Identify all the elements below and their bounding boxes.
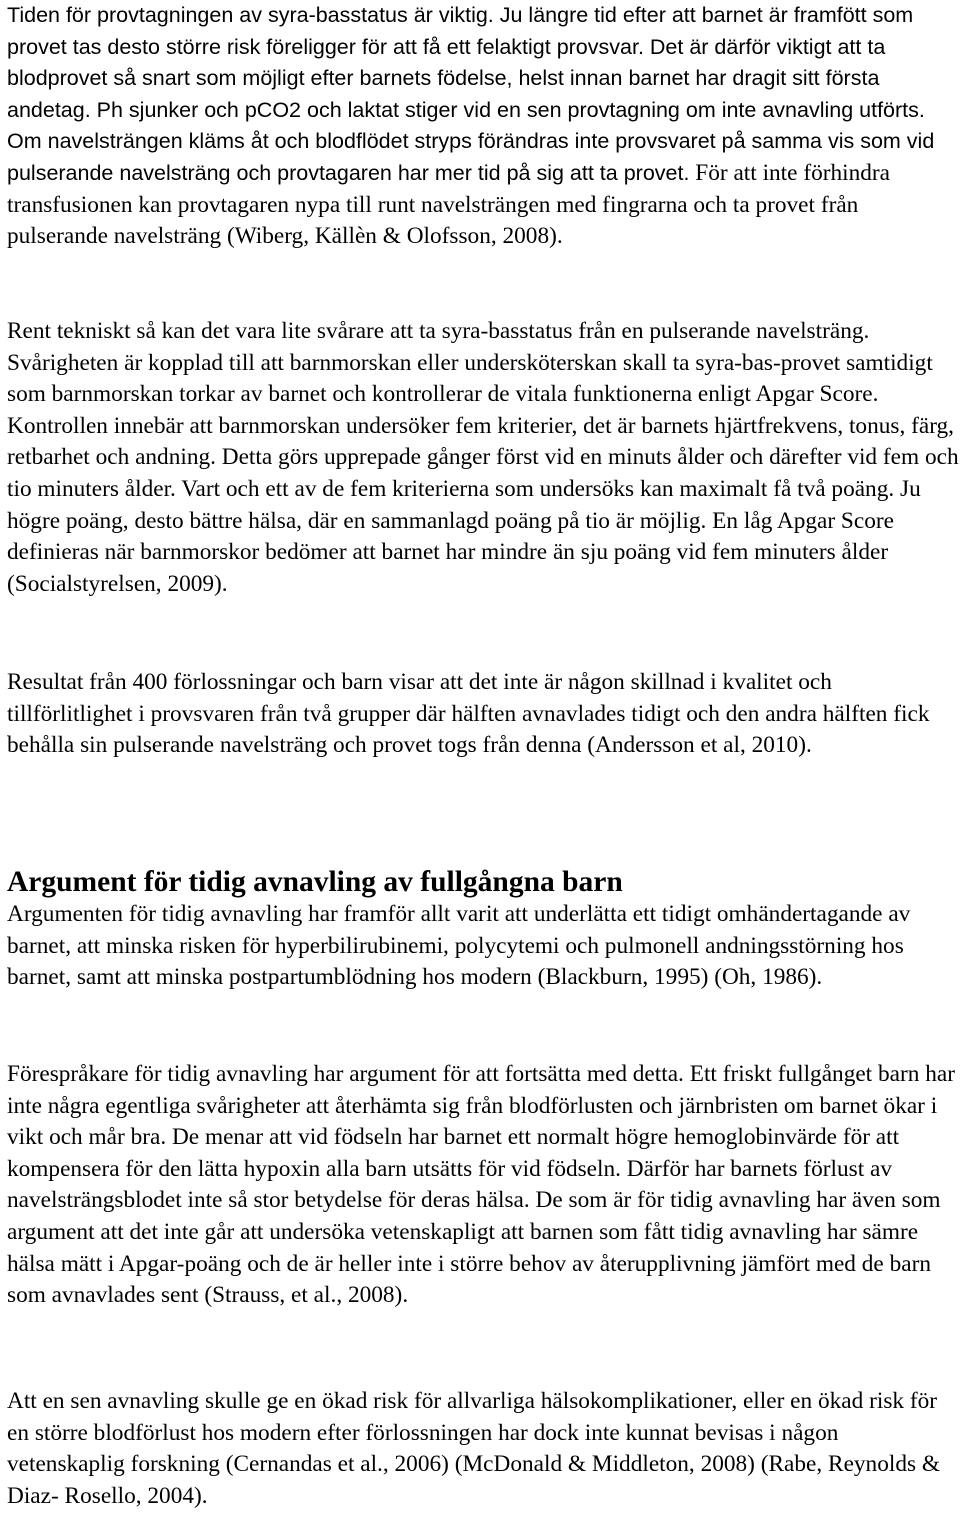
paragraph-arguments-early-clamping: Argumenten för tidig avnavling har framför allt varit att underlätta ett tidigt omhändertagande av barnet, att minska risken för hyperbilirubinemi, polycytemi och pulmonell andningsstörning hos barnet, samt att minska postpartumblödning hos modern (Blackburn, 1995) (Oh, 1986). — [7, 901, 911, 991]
paragraph-sampling-timing-serif-text: För att inte förhindra transfusionen kan provtagaren nypa till runt navelsträngen med fingrarna och ta provet från pulserande navelsträng (Wiberg, Källèn & Olofsson, 2008). — [7, 159, 891, 250]
paragraph-sampling-timing — [7, 0, 960, 253]
paragraph-late-clamping-risks: Att en sen avnavling skulle ge en ökad risk för allvarliga hälsokomplikationer, eller en ökad risk för en större blodförlust hos modern efter förlossningen har dock inte kunnat bevisas i någon vetenskaplig forskning (Cernandas et al., 2006) (McDonald & Middleton, 2008) (Rabe, Reynolds & Diaz- Rosello, 2004). — [7, 1388, 940, 1509]
section-heading: Argument för tidig avnavling av fullgångna barn — [7, 866, 623, 898]
paragraph-sampling-timing-sans-text: Tiden för provtagningen av syra-basstatus är viktig. Ju längre tid efter att barnet är framfött som provet tas desto större risk föreligger för att få ett felaktigt provsvar. Det är därför viktigt att ta blodprovet så snart som möjligt efter barnets födelse, helst innan barnet har dragit sitt första andetag. Ph sjunker och pCO2 och laktat stiger vid en sen provtagning om inte avnavling utförts. Om navelsträngen kläms åt och blodflödet stryps förändras inte provsvaret på samma vis som vid pulserande navelsträng och provtagaren har mer tid på sig att ta provet. — [7, 3, 935, 185]
paragraph-proponents: Förespråkare för tidig avnavling har argument för att fortsätta med detta. Ett friskt fullgånget barn har inte några egentliga svårigheter att återhämta sig från blodförlusten och järnbristen om barnet ökar i vikt och mår bra. De menar att vid födseln har barnet ett normalt högre hemoglobinvärde för att kompensera för den lätta hypoxin alla barn utsätts för vid födseln. Därför har barnets förlust av navelsträngsblodet inte så stor betydelse för deras hälsa. De som är för tidig avnavling har även som argument att det inte går att undersöka vetenskapligt att barnen som fått tidig avnavling har sämre hälsa mätt i Apgar-poäng och de är heller inte i större behov av återupplivning jämfört med de barn som avnavlades sent (Strauss, et al., 2008). — [7, 1061, 955, 1309]
paragraph-results-400-births: Resultat från 400 förlossningar och barn visar att det inte är någon skillnad i kvalitet och tillförlitlighet i provsvaren från två grupper där hälften avnavlades tidigt och den andra hälften fick behålla sin pulserande navelsträng och provet togs från denna (Andersson et al, 2010). — [7, 669, 930, 759]
paragraph-technical-difficulty: Rent tekniskt så kan det vara lite svårare att ta syra-basstatus från en pulserande navelsträng. Svårigheten är kopplad till att barnmorskan eller undersköterskan skall ta syra-bas-provet samtidigt som barnmorskan torkar av barnet och kontrollerar de vitala funktionerna enligt Apgar Score. Kontrollen innebär att barnmorskan undersöker fem kriterier, det är barnets hjärtfrekvens, tonus, färg, retbarhet och andning. Detta görs upprepade gånger först vid en minuts ålder och därefter vid fem och tio minuters ålder. Vart och ett av de fem kriterierna som undersöks kan maximalt få två poäng. Ju högre poäng, desto bättre hälsa, där en sammanlagd poäng på tio är möjlig. En låg Apgar Score definieras när barnmorskor bedömer att barnet har mindre än sju poäng vid fem minuters ålder (Socialstyrelsen, 2009). — [7, 318, 959, 597]
